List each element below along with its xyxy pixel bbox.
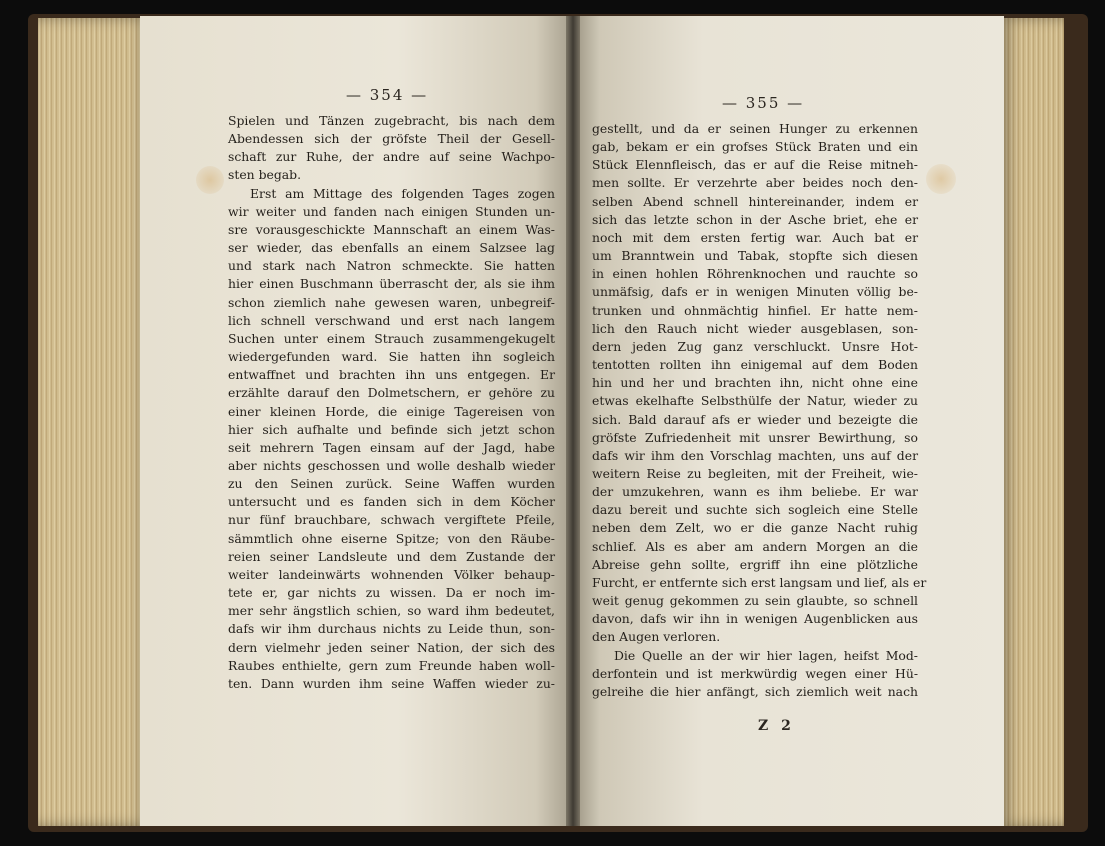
text-line: weiter landeinwärts wohnenden Völker behaup- [228,566,555,582]
text-line: ser wieder, das ebenfalls an einem Salzsee lag [228,240,555,256]
text-line: aber nichts geschossen und wolle deshalb wieder [228,457,555,473]
foxing-stain [196,166,224,194]
text-line: dern vielmehr jeden seiner Nation, der sich des [228,639,555,655]
text-line: trunken und ohnmächtig hinfiel. Er hatte nem- [592,302,918,318]
page-edges-left [38,18,150,826]
text-line: Raubes enthielte, gern zum Freunde haben woll- [228,657,555,673]
text-line: Die Quelle an der wir hier lagen, heifst Mod- [614,647,918,663]
text-line: derfontein und ist merkwürdig wegen einer Hü- [592,665,918,681]
text-line: tete er, gar nichts zu wissen. Da er noch im- [228,585,555,601]
text-line: unmäfsig, dafs er in wenigen Minuten völlig be- [592,284,918,300]
text-line: entwaffnet und brachten ihn uns entgegen. Er [228,367,555,383]
text-line: seit mehrern Tagen einsam auf der Jagd, habe [228,439,555,455]
text-line: dern jeden Zug ganz verschluckt. Unsre Hot- [592,338,918,354]
text-line: tentotten rollten ihn einigemal auf dem Boden [592,357,918,373]
text-line: reien seiner Landsleute und dem Zustande der [228,548,555,564]
text-line: wiedergefunden ward. Sie hatten ihn sogleich [228,349,555,365]
text-line: gröfste Zufriedenheit mit unsrer Bewirthung, so [592,429,918,445]
text-line: etwas ekelhafte Selbsthülfe der Natur, wieder zu [592,393,918,409]
text-line: Suchen unter einem Strauch zusammengekugelt [228,330,555,346]
text-line: selben Abend schnell hintereinander, indem er [592,193,918,209]
text-line: ten. Dann wurden ihm seine Waffen wieder zu- [228,675,555,691]
text-line: Erst am Mittage des folgenden Tages zogen [250,185,555,201]
text-line: Abendessen sich der gröfste Theil der Gesell- [228,131,555,147]
text-line: nur fünf brauchbare, schwach vergiftete Pfeile, [228,512,555,528]
page-number-left: — 354 — [346,86,429,104]
text-line: dafs wir ihm den Vorschlag machten, uns auf der [592,447,918,463]
text-line: den Augen verloren. [592,629,721,645]
text-line: sre vorausgeschickte Mannschaft an einem Was- [228,221,555,237]
text-line: lich den Rauch nicht wieder ausgeblasen, son- [592,320,918,336]
left-page-text [228,112,555,693]
text-line: in einen hohlen Röhrenknochen und rauchte so [592,266,918,282]
book-gutter [566,16,580,826]
text-line: erzählte darauf den Dolmetschern, er gehöre zu [228,385,555,401]
text-line: lich schnell verschwand und erst nach langem [228,312,555,328]
text-line: wir weiter und fanden nach einigen Stunden un- [228,203,555,219]
text-line: Stück Elennfleisch, das er auf die Reise mitneh- [592,157,918,173]
text-line: neben dem Zelt, wo er die ganze Nacht ruhig [592,520,918,536]
page-edges-right [1000,18,1064,826]
text-line: dafs wir ihm durchaus nichts zu Leide thun, son- [228,621,555,637]
signature-mark: Z 2 [758,718,795,734]
text-line: Furcht, er entfernte sich erst langsam und lief, als er [592,574,927,590]
text-line: sten begab. [228,167,302,183]
right-page-text [592,120,927,701]
text-line: und stark nach Natron schmeckte. Sie hatten [228,258,555,274]
text-line: men sollte. Er verzehrte aber beides noch den- [592,175,918,191]
text-line: davon, dafs wir ihn in wenigen Augenblicken aus [592,611,918,627]
text-line: schaft zur Ruhe, der andre auf seine Wachpo- [228,149,555,165]
foxing-stain [926,164,956,194]
text-line: sich das letzte schon in der Asche briet, ehe er [592,211,918,227]
text-line: hier sich aufhalte und befinde sich jetzt schon [228,421,555,437]
text-line: weit genug gekommen zu sein glaubte, so schnell [592,593,918,609]
text-line: schon ziemlich nahe gewesen waren, unbegreif- [228,294,555,310]
text-line: schlief. Als es aber am andern Morgen an die [592,538,918,554]
text-line: Abreise gehn sollte, ergriff ihn eine plötzliche [592,556,918,572]
text-line: gestellt, und da er seinen Hunger zu erkennen [592,121,918,136]
text-line: sich. Bald darauf afs er wieder und bezeigte die [592,411,918,427]
text-line: gelreihe die hier anfängt, sich ziemlich weit nach [592,683,918,699]
text-line: weitern Reise zu begleiten, mit der Freiheit, wie- [592,465,918,481]
text-line: um Branntwein und Tabak, stopfte sich diesen [592,248,918,264]
text-line: einer kleinen Horde, die einige Tagereisen von [228,403,555,419]
text-line: mer sehr ängstlich schien, so ward ihm bedeutet, [228,603,555,619]
text-line: zu den Seinen zurück. Seine Waffen wurden [228,476,555,492]
text-line: hin und her und brachten ihn, nicht ohne eine [592,375,918,391]
page-number-right: — 355 — [722,94,805,112]
text-line: gab, bekam er ein grofses Stück Braten und ein [592,139,918,155]
text-line: dazu bereit und suchte sich sogleich eine Stelle [592,502,918,518]
text-line: hier einen Buschmann überrascht der, als sie ihm [228,276,555,292]
text-line: der umzukehren, wann es ihm beliebe. Er war [592,484,918,500]
text-line: Spielen und Tänzen zugebracht, bis nach dem [228,113,555,128]
text-line: noch mit dem ersten fertig war. Auch bat er [592,229,918,245]
text-line: untersucht und es fanden sich in dem Köcher [228,494,555,510]
text-line: sämmtlich ohne eiserne Spitze; von den Räube- [228,530,555,546]
